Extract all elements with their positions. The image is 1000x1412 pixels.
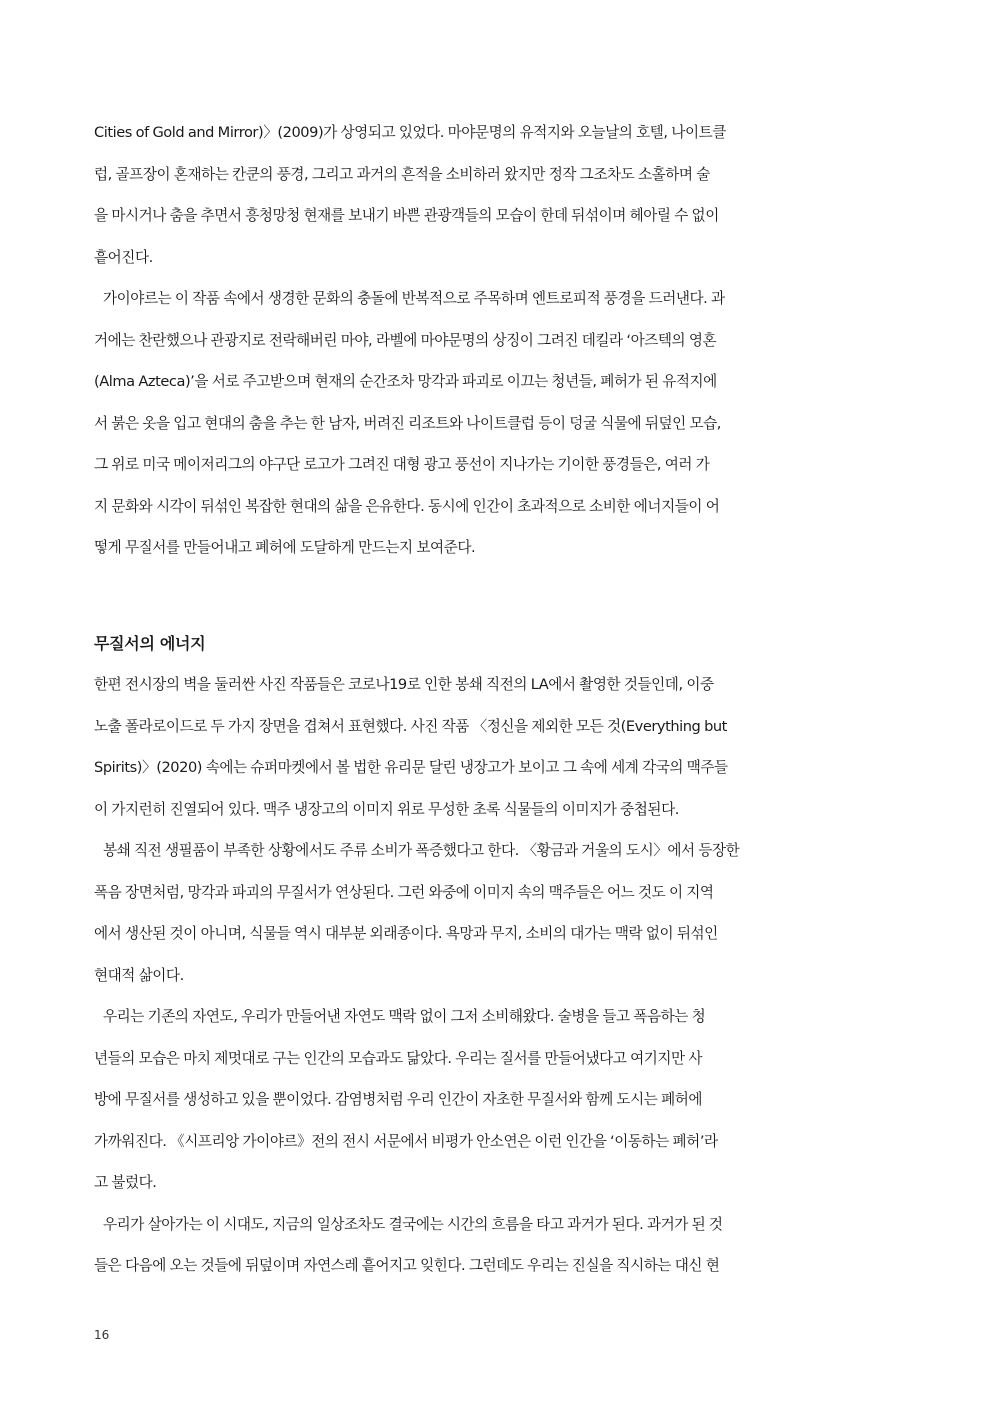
paragraph-line: 한편 전시장의 벽을 둘러싼 사진 작품들은 코로나19로 인한 봉쇄 직전의 LA에서 촬영한 것들인데, 이중	[94, 676, 714, 693]
paragraph-line: 년들의 모습은 마치 제멋대로 구는 인간의 모습과도 닮았다. 우리는 질서를 만들어냈다고 여기지만 사	[94, 1049, 703, 1067]
document-body	[94, 112, 774, 1287]
paragraph-line: 지 문화와 시각이 뒤섞인 복잡한 현대의 삶을 은유한다. 동시에 인간이 초과적으로 소비한 에너지들이 어	[94, 497, 720, 515]
section-heading: 무질서의 에너지	[94, 633, 206, 653]
paragraph-line: 이 가지런히 진열되어 있다. 맥주 냉장고의 이미지 위로 무성한 초록 식물들의 이미지가 중첩된다.	[94, 800, 679, 818]
paragraph-line: 폭음 장면처럼, 망각과 파괴의 무질서가 연상된다. 그런 와중에 이미지 속의 맥주들은 어느 것도 이 지역	[94, 883, 714, 901]
paragraph-line: 우리는 기존의 자연도, 우리가 만들어낸 자연도 맥락 없이 그저 소비해왔다. 술병을 들고 폭음하는 청	[103, 1008, 706, 1025]
paragraph-line: Cities of Gold and Mirror)〉(2009)가 상영되고 있었다. 마야문명의 유적지와 오늘날의 호텔, 나이트클	[94, 124, 726, 141]
paragraph-line: 봉쇄 직전 생필품이 부족한 상황에서도 주류 소비가 폭증했다고 한다. 〈황금과 거울의 도시〉에서 등장한	[103, 842, 740, 859]
paragraph-line: 노출 폴라로이드로 두 가지 장면을 겹쳐서 표현했다. 사진 작품 〈정신을 제외한 모든 것(Everything but	[94, 717, 727, 735]
paragraph-line: 가까워진다. 《시프리앙 가이야르》전의 전시 서문에서 비평가 안소연은 이런 인간을 ‘이동하는 폐허’라	[94, 1132, 718, 1150]
paragraph-line: 에서 생산된 것이 아니며, 식물들 역시 대부분 외래종이다. 욕망과 무지, 소비의 대가는 맥락 없이 뒤섞인	[94, 925, 718, 942]
paragraph-line: 들은 다음에 오는 것들에 뒤덮이며 자연스레 흩어지고 잊힌다. 그런데도 우리는 진실을 직시하는 대신 현	[94, 1257, 720, 1274]
paragraph-line: 을 마시거나 춤을 추면서 흥청망청 현재를 보내기 바쁜 관광객들의 모습이 한데 뒤섞이며 헤아릴 수 없이	[94, 207, 719, 224]
paragraph-line: 럽, 골프장이 혼재하는 칸쿤의 풍경, 그리고 과거의 흔적을 소비하러 왔지만 정작 그조차도 소홀하며 술	[94, 165, 710, 183]
page-number: 16	[94, 1328, 110, 1342]
paragraph-line: 가이야르는 이 작품 속에서 생경한 문화의 충돌에 반복적으로 주목하며 엔트로피적 풍경을 드러낸다. 과	[103, 290, 725, 307]
paragraph-line: 그 위로 미국 메이저리그의 야구단 로고가 그려진 대형 광고 풍선이 지나가는 기이한 풍경들은, 여러 가	[94, 456, 710, 473]
paragraph-line: Spirits)〉(2020) 속에는 슈퍼마켓에서 볼 법한 유리문 달린 냉장고가 보이고 그 속에 세계 각국의 맥주들	[94, 759, 728, 776]
section-intro	[94, 112, 774, 569]
paragraph-line: 서 붉은 옷을 입고 현대의 춤을 추는 한 남자, 버려진 리조트와 나이트클럽 등이 덩굴 식물에 뒤덮인 모습,	[94, 414, 721, 432]
paragraph-line: 방에 무질서를 생성하고 있을 뿐이었다. 감염병처럼 우리 인간이 자초한 무질서와 함께 도시는 폐허에	[94, 1091, 703, 1108]
paragraph-line: (Alma Azteca)’을 서로 주고받으며 현재의 순간조차 망각과 파괴로 이끄는 청년들, 폐허가 된 유적지에	[94, 373, 717, 390]
section-spacer	[94, 569, 774, 623]
paragraph-line: 거에는 찬란했으나 관광지로 전락해버린 마야, 라벨에 마야문명의 상징이 그려진 데킬라 ‘아즈텍의 영혼	[94, 331, 717, 349]
paragraph-line: 떻게 무질서를 만들어내고 폐허에 도달하게 만드는지 보여준다.	[94, 539, 476, 556]
section-entropy	[94, 664, 774, 1287]
paragraph-line: 흩어진다.	[94, 248, 153, 266]
paragraph-line: 고 불렀다.	[94, 1174, 157, 1191]
paragraph-line: 우리가 살아가는 이 시대도, 지금의 일상조차도 결국에는 시간의 흐름을 타고 과거가 된다. 과거가 된 것	[103, 1215, 723, 1233]
paragraph-line: 현대적 삶이다.	[94, 966, 184, 984]
